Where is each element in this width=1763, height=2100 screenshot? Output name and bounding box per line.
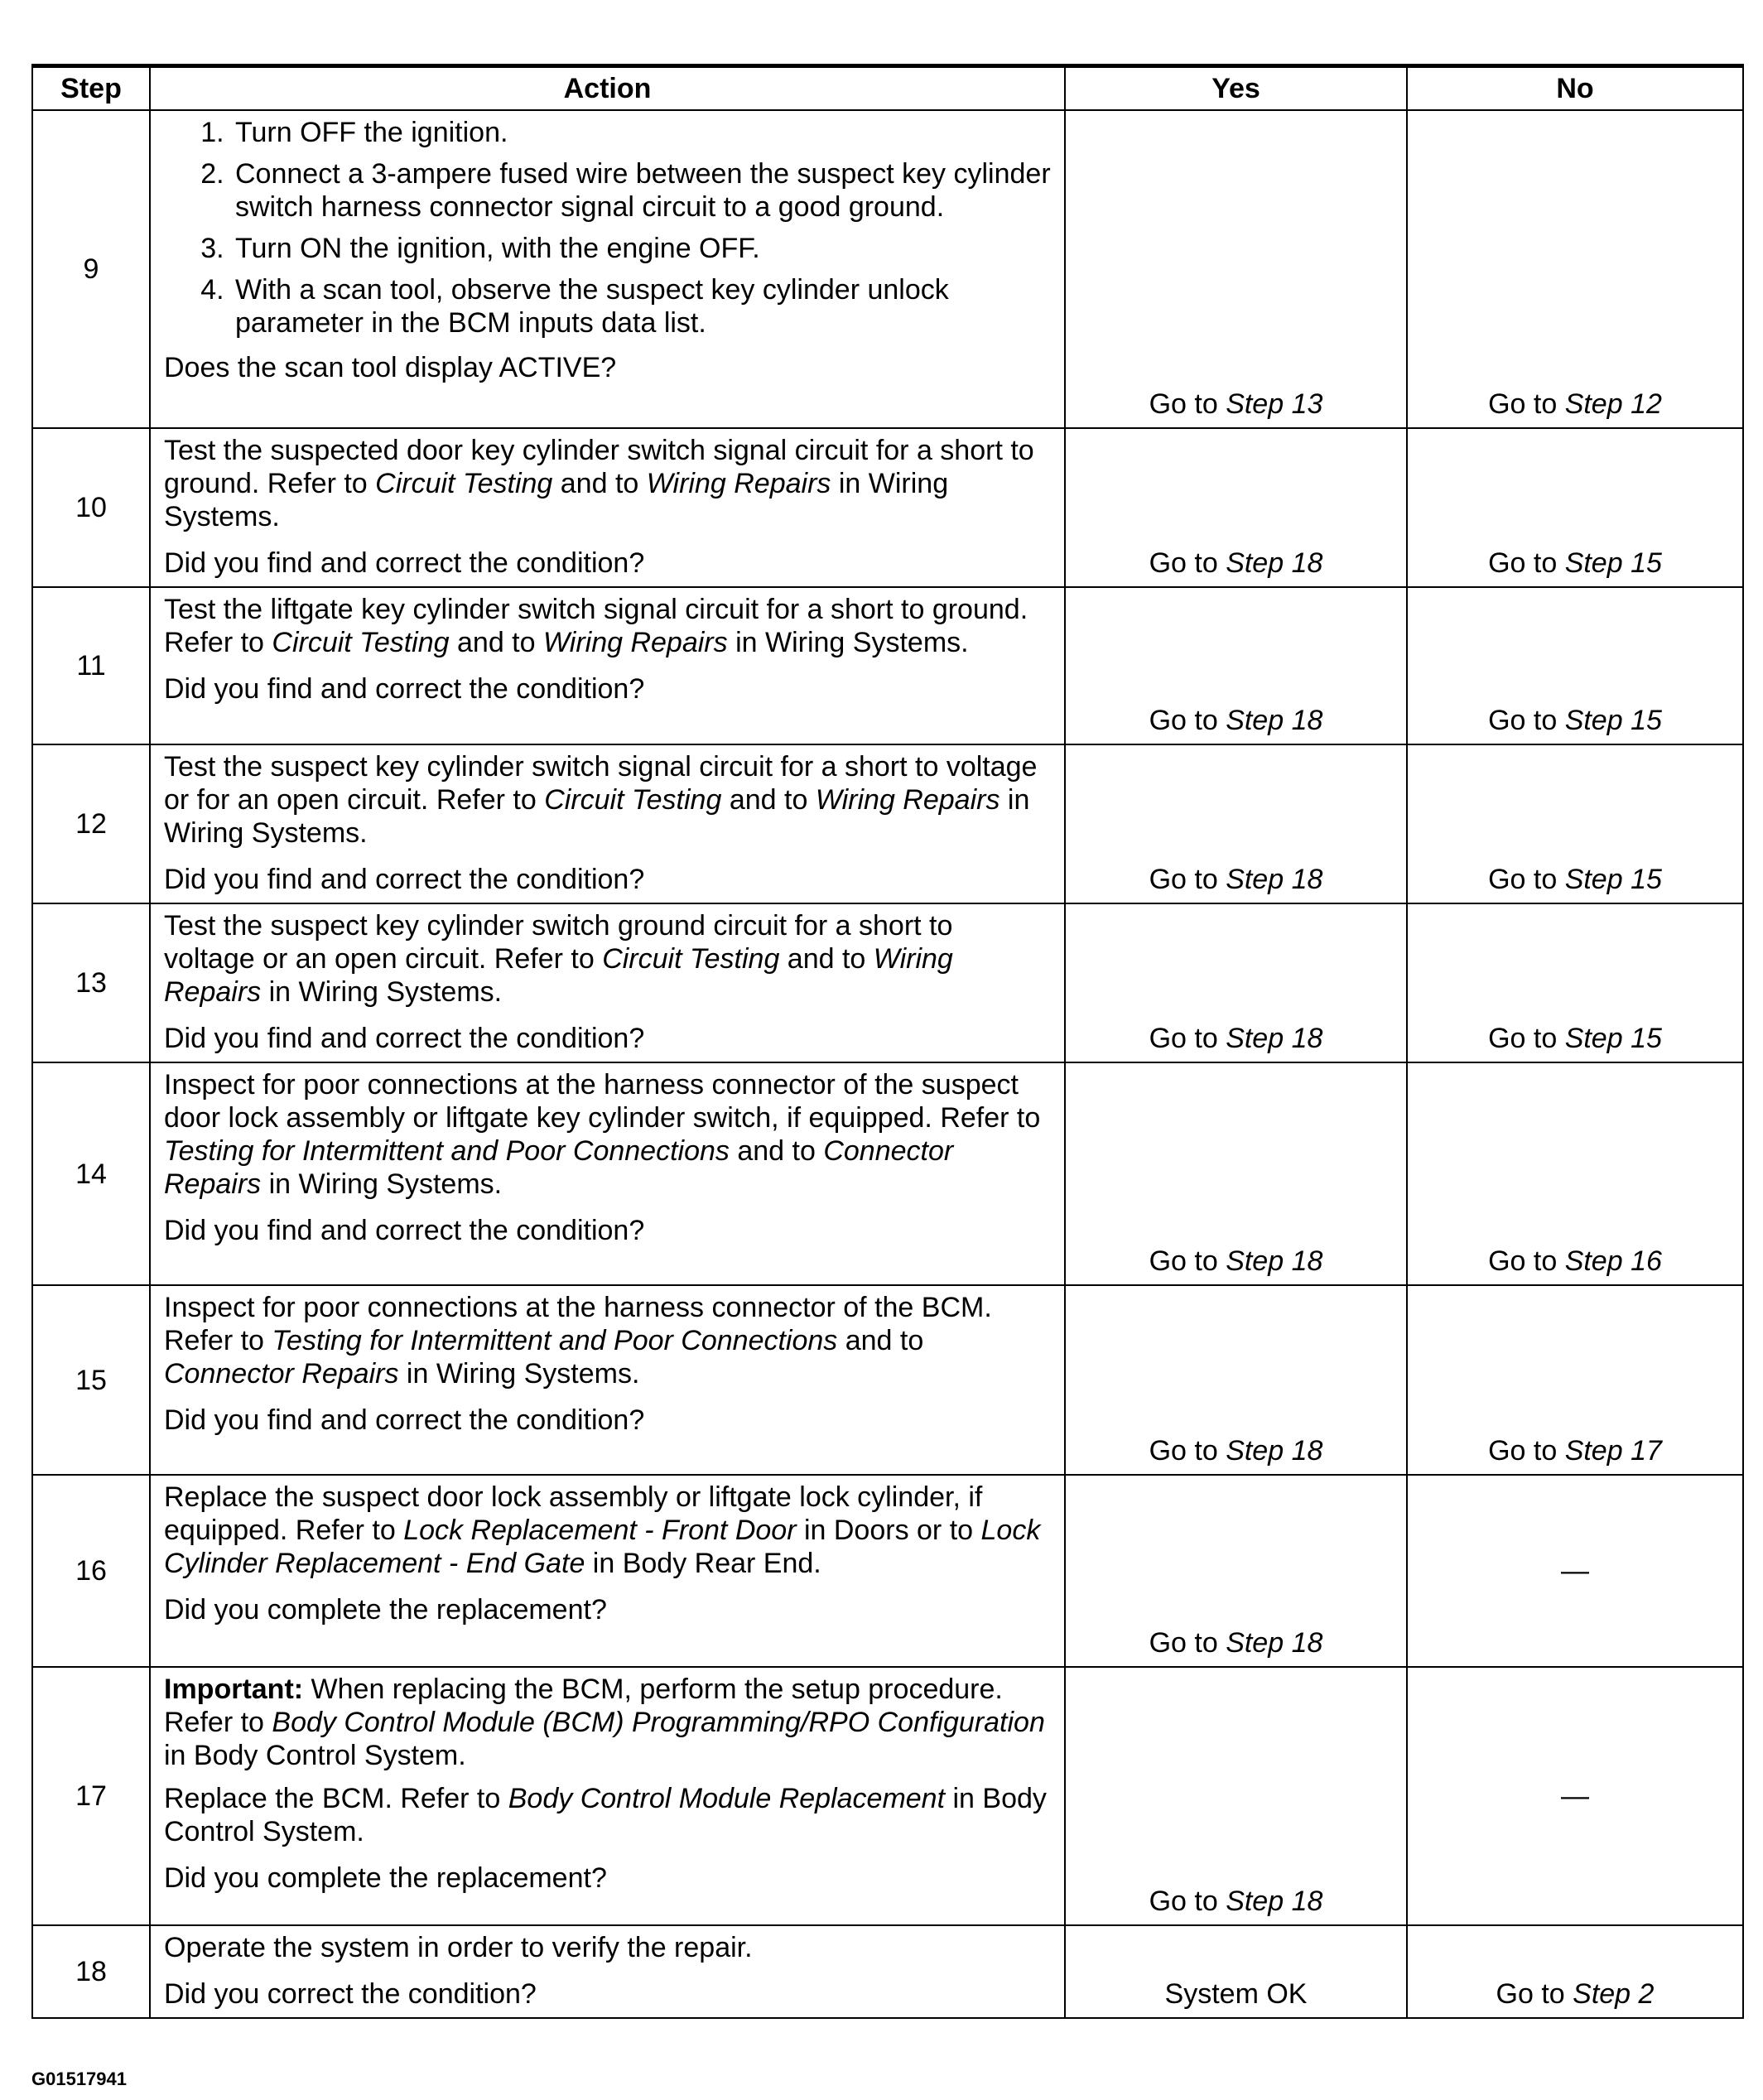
no-step-ref: Step 15	[1564, 864, 1662, 895]
yes-result	[1065, 1667, 1407, 1925]
no-step-ref: Step 2	[1573, 1978, 1655, 2010]
no-result	[1407, 110, 1743, 428]
reference-link: Connector Repairs	[164, 1358, 399, 1390]
step-number: 16	[32, 1475, 150, 1667]
action-text: Test the liftgate key cylinder switch signal circuit for a short to ground. Refer to Circuit Testing and to Wiring Repairs in Wiring Systems.	[164, 594, 1028, 658]
yes-step-ref: Step 18	[1226, 547, 1323, 579]
yes-step-ref: Step 18	[1226, 1245, 1323, 1277]
reference-link: Wiring Repairs	[646, 468, 831, 499]
no-result	[1407, 1925, 1743, 2018]
no-result	[1407, 587, 1743, 744]
yes-step-ref: Step 18	[1226, 705, 1323, 736]
table-row	[32, 587, 1743, 744]
no-result-dash: —	[1407, 1667, 1743, 1925]
action-text: Replace the suspect door lock assembly or liftgate lock cylinder, if equipped. Refer to Lock Replacement - Front Door in Doors or to Lock Cylinder Replacement - End Gate in Body Rear End.	[164, 1481, 1041, 1579]
yes-prefix: Go to	[1149, 547, 1226, 579]
step-number: 18	[32, 1925, 150, 2018]
reference-link: Circuit Testing	[375, 468, 553, 499]
no-prefix: Go to	[1488, 547, 1565, 579]
no-result	[1407, 1285, 1743, 1475]
yes-prefix: Go to	[1149, 864, 1226, 895]
yes-prefix: Go to	[1149, 1245, 1226, 1277]
table-row	[32, 1667, 1743, 1925]
no-prefix: Go to	[1488, 705, 1565, 736]
step-number: 14	[32, 1062, 150, 1285]
table-row	[32, 903, 1743, 1062]
no-step-ref: Step 15	[1564, 547, 1662, 579]
yes-result	[1065, 110, 1407, 428]
no-step-ref: Step 12	[1564, 388, 1662, 420]
substep-item: 2. Connect a 3-ampere fused wire between the suspect key cylinder switch harness connector signal circuit to a good ground.	[232, 157, 1051, 224]
no-step-ref: Step 16	[1564, 1245, 1662, 1277]
reference-link: Testing for Intermittent and Poor Connections	[272, 1325, 838, 1356]
important-label: Important:	[164, 1674, 304, 1705]
table-row	[32, 428, 1743, 587]
action-text: Inspect for poor connections at the harness connector of the suspect door lock assembly or liftgate key cylinder switch, if equipped. Refer to Testing for Intermittent and Poor Connections and to Connector Repairs in Wiring Systems.	[164, 1069, 1041, 1200]
table-row	[32, 1475, 1743, 1667]
reference-link: Lock Cylinder Replacement - End Gate	[164, 1515, 1041, 1579]
table-row	[32, 1925, 1743, 2018]
yes-step-ref: Step 18	[1226, 1023, 1323, 1054]
header-row	[32, 66, 1743, 111]
header-no: No	[1407, 66, 1743, 111]
no-result-dash: —	[1407, 1475, 1743, 1667]
step-number: 13	[32, 903, 150, 1062]
action-cell	[150, 428, 1065, 587]
substep-item: 4. With a scan tool, observe the suspect key cylinder unlock parameter in the BCM inputs data list.	[232, 273, 1051, 340]
action-text: Test the suspect key cylinder switch signal circuit for a short to voltage or for an open circuit. Refer to Circuit Testing and to Wiring Repairs in Wiring Systems.	[164, 751, 1038, 849]
reference-link: Circuit Testing	[602, 943, 780, 975]
reference-link: Connector Repairs	[164, 1135, 954, 1200]
yes-result	[1065, 428, 1407, 587]
substep-list	[164, 116, 1051, 348]
yes-result: System OK	[1065, 1925, 1407, 2018]
action-cell	[150, 1062, 1065, 1285]
step-number: 9	[32, 110, 150, 428]
question-text: Did you complete the replacement?	[164, 1594, 607, 1626]
reference-link: Wiring Repairs	[542, 627, 728, 658]
diagnostic-table	[31, 64, 1744, 2019]
no-result	[1407, 428, 1743, 587]
reference-link: Wiring Repairs	[164, 943, 953, 1008]
table-row	[32, 1062, 1743, 1285]
yes-result	[1065, 1062, 1407, 1285]
action-cell	[150, 1667, 1065, 1925]
yes-result	[1065, 587, 1407, 744]
no-step-ref: Step 15	[1564, 1023, 1662, 1054]
action-text: Test the suspected door key cylinder switch signal circuit for a short to ground. Refer to Circuit Testing and to Wiring Repairs in Wiring Systems.	[164, 435, 1034, 532]
question-text: Did you find and correct the condition?	[164, 1023, 645, 1054]
reference-link: Body Control Module Replacement	[508, 1783, 946, 1814]
step-number: 12	[32, 744, 150, 903]
yes-step-ref: Step 18	[1226, 1435, 1323, 1467]
action-text: Replace the BCM. Refer to Body Control Module Replacement in Body Control System.	[164, 1783, 1047, 1847]
yes-prefix: Go to	[1149, 1435, 1226, 1467]
table-row	[32, 1285, 1743, 1475]
question-text: Did you find and correct the condition?	[164, 864, 645, 895]
no-prefix: Go to	[1488, 388, 1565, 420]
header-step: Step	[32, 66, 150, 111]
no-result	[1407, 1062, 1743, 1285]
action-cell	[150, 1285, 1065, 1475]
step-number: 15	[32, 1285, 150, 1475]
figure-id: G01517941	[31, 2069, 127, 2089]
yes-step-ref: Step 18	[1226, 1886, 1323, 1917]
no-step-ref: Step 15	[1564, 705, 1662, 736]
yes-prefix: Go to	[1149, 1627, 1226, 1659]
reference-link: Lock Replacement - Front Door	[403, 1515, 797, 1546]
table-row	[32, 110, 1743, 428]
no-result	[1407, 903, 1743, 1062]
step-number: 10	[32, 428, 150, 587]
yes-prefix: Go to	[1149, 388, 1226, 420]
question-text: Did you find and correct the condition?	[164, 547, 645, 579]
question-text: Did you correct the condition?	[164, 1978, 537, 2010]
yes-result	[1065, 744, 1407, 903]
question-text: Did you complete the replacement?	[164, 1862, 607, 1894]
question-text: Did you find and correct the condition?	[164, 673, 645, 705]
yes-prefix: Go to	[1149, 1023, 1226, 1054]
action-cell	[150, 587, 1065, 744]
yes-prefix: Go to	[1149, 705, 1226, 736]
action-cell	[150, 110, 1065, 428]
action-cell	[150, 1475, 1065, 1667]
reference-link: Testing for Intermittent and Poor Connections	[164, 1135, 730, 1167]
no-step-ref: Step 17	[1564, 1435, 1662, 1467]
no-prefix: Go to	[1488, 1245, 1565, 1277]
reference-link: Wiring Repairs	[815, 784, 1000, 816]
action-cell	[150, 1925, 1065, 2018]
no-prefix: Go to	[1496, 1978, 1573, 2010]
yes-prefix: Go to	[1149, 1886, 1226, 1917]
no-prefix: Go to	[1488, 1023, 1565, 1054]
action-cell	[150, 903, 1065, 1062]
yes-result	[1065, 1475, 1407, 1667]
question-text: Did you find and correct the condition?	[164, 1404, 645, 1436]
yes-step-ref: Step 18	[1226, 864, 1323, 895]
important-note: Important: When replacing the BCM, perform the setup procedure. Refer to Body Control Module (BCM) Programming/RPO Configuration in Body Control System.	[164, 1674, 1045, 1771]
step-number: 17	[32, 1667, 150, 1925]
yes-result	[1065, 903, 1407, 1062]
reference-link: Body Control Module (BCM) Programming/RPO Configuration	[272, 1707, 1045, 1738]
header-action: Action	[150, 66, 1065, 111]
no-prefix: Go to	[1488, 1435, 1565, 1467]
no-result	[1407, 744, 1743, 903]
step-number: 11	[32, 587, 150, 744]
action-cell	[150, 744, 1065, 903]
action-text: Inspect for poor connections at the harness connector of the BCM. Refer to Testing for Intermittent and Poor Connections and to Connector Repairs in Wiring Systems.	[164, 1292, 992, 1390]
reference-link: Circuit Testing	[544, 784, 722, 816]
yes-result	[1065, 1285, 1407, 1475]
question-text: Did you find and correct the condition?	[164, 1215, 645, 1246]
question-text: Does the scan tool display ACTIVE?	[164, 352, 617, 383]
substep-item: 1. Turn OFF the ignition.	[232, 116, 1051, 149]
table-row	[32, 744, 1743, 903]
no-prefix: Go to	[1488, 864, 1565, 895]
action-text: Test the suspect key cylinder switch ground circuit for a short to voltage or an open circuit. Refer to Circuit Testing and to Wiring Repairs in Wiring Systems.	[164, 910, 953, 1008]
yes-step-ref: Step 18	[1226, 1627, 1323, 1659]
substep-item: 3. Turn ON the ignition, with the engine OFF.	[232, 232, 1051, 265]
reference-link: Circuit Testing	[272, 627, 450, 658]
action-text: Operate the system in order to verify the repair.	[164, 1932, 753, 1963]
header-yes: Yes	[1065, 66, 1407, 111]
yes-step-ref: Step 13	[1226, 388, 1323, 420]
